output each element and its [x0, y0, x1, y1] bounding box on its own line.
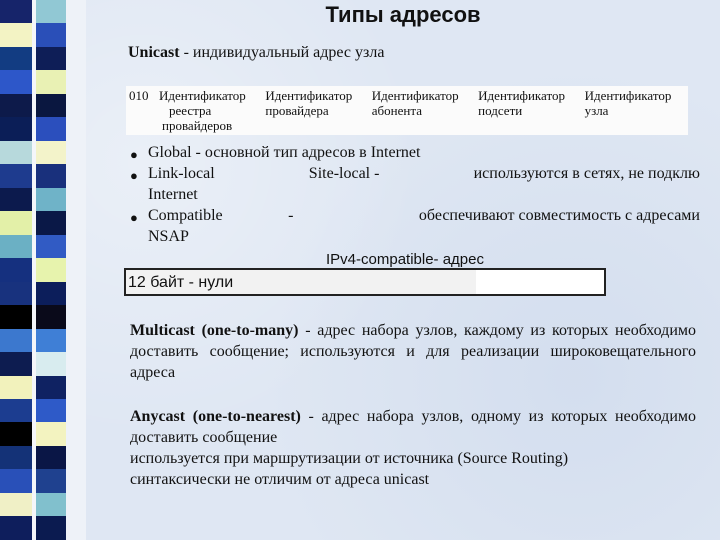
address-type-list: [130, 142, 700, 247]
stripe-block: [36, 164, 66, 187]
stripe-block: [0, 493, 32, 516]
stripe-block: [0, 352, 32, 375]
slide-title: Типы адресов: [325, 2, 481, 27]
stripe-block: [36, 94, 66, 117]
stripe-block: [0, 329, 32, 352]
stripe-block: [36, 117, 66, 140]
list-item-text: -: [288, 207, 294, 224]
field-line: Идентификатор: [584, 88, 672, 103]
prefix-cell: 010: [129, 88, 149, 103]
table-row: [126, 86, 688, 135]
list-item-text: Compatible: [148, 207, 223, 224]
field-cell-subscriber: [369, 86, 475, 135]
stripe-block: [0, 376, 32, 399]
stripe-block: [36, 141, 66, 164]
unicast-term: Unicast: [128, 44, 180, 61]
stripe-block: [36, 376, 66, 399]
field-line: Идентификатор: [159, 88, 246, 103]
stripe-block: [36, 235, 66, 258]
stripe-block: [36, 23, 66, 46]
stripe-block: [36, 211, 66, 234]
stripe-edge: [66, 0, 86, 540]
stripe-block: [36, 516, 66, 539]
list-item: [130, 142, 700, 163]
stripe-block: [0, 141, 32, 164]
stripe-block: [36, 0, 66, 23]
stripe-block: [0, 94, 32, 117]
multicast-term: Multicast (one-to-many): [130, 322, 299, 339]
field-line: провайдеров: [162, 118, 233, 133]
anycast-desc: - адрес набора узлов, одному из которых необходимо доставить сообщение: [130, 408, 697, 446]
stripe-block: [0, 422, 32, 445]
unicast-heading: [128, 44, 384, 62]
stripe-block: [36, 352, 66, 375]
stripe-block: [36, 70, 66, 93]
field-line: узла: [584, 103, 609, 118]
list-item-text: Site-local -: [308, 165, 380, 182]
list-item-text: обеспечивают совместимость с адресами: [418, 207, 700, 224]
field-cell-registry: [156, 86, 262, 135]
anycast-paragraph: [130, 406, 696, 490]
stripe-block: [0, 117, 32, 140]
list-item-continuation: Internet: [148, 186, 198, 203]
field-cell-subnet: [475, 86, 581, 135]
stripe-block: [36, 305, 66, 328]
stripe-block: [0, 211, 32, 234]
field-line: абонента: [371, 103, 422, 118]
stripe-column-right: [36, 0, 66, 540]
ipv4-label: IPv4-compatible- адрес: [326, 251, 484, 268]
bullet-icon: ●: [130, 210, 138, 225]
ipv4-address-box: [124, 268, 606, 296]
stripe-block: [36, 422, 66, 445]
stripe-block: [36, 282, 66, 305]
decorative-stripe: [0, 0, 86, 540]
bullet-icon: ●: [130, 147, 138, 162]
field-line: Идентификатор: [265, 88, 353, 103]
stripe-block: [0, 164, 32, 187]
field-line: Идентификатор: [371, 88, 459, 103]
stripe-block: [0, 282, 32, 305]
field-cell-node: [582, 86, 688, 135]
field-cell-provider: [262, 86, 368, 135]
bullet-icon: ●: [130, 168, 138, 183]
unicast-desc: - индивидуальный адрес узла: [179, 44, 385, 61]
stripe-block: [36, 493, 66, 516]
field-line: Идентификатор: [478, 88, 565, 103]
stripe-block: [0, 0, 32, 23]
stripe-block: [0, 235, 32, 258]
multicast-desc: - адрес набора узлов, каждому из которых необходимо доставить сообщение; используются и для реализации широковещательного адреса: [130, 322, 697, 381]
stripe-block: [0, 188, 32, 211]
list-item-continuation: NSAP: [148, 228, 189, 245]
stripe-block: [36, 469, 66, 492]
address-structure-table: [126, 86, 688, 135]
list-item: [130, 163, 700, 184]
stripe-block: [0, 516, 32, 539]
stripe-block: [0, 305, 32, 328]
field-line: провайдера: [265, 103, 329, 118]
list-item: [130, 205, 700, 226]
list-item-text: Global - основной тип адресов в Internet: [148, 144, 421, 161]
anycast-term: Anycast (one-to-nearest): [130, 408, 301, 425]
stripe-block: [36, 399, 66, 422]
field-line: реестра: [169, 103, 212, 118]
stripe-block: [0, 469, 32, 492]
list-item-text: Link-local: [148, 165, 215, 182]
stripe-block: [0, 23, 32, 46]
anycast-line: используется при маршрутизации от источника (Source Routing): [130, 450, 569, 467]
stripe-block: [0, 47, 32, 70]
stripe-block: [0, 70, 32, 93]
ipv4-box-text: 12 байт - нули: [128, 274, 234, 291]
stripe-block: [0, 446, 32, 469]
stripe-block: [36, 188, 66, 211]
stripe-block: [36, 47, 66, 70]
stripe-block: [0, 399, 32, 422]
stripe-block: [36, 258, 66, 281]
stripe-block: [36, 329, 66, 352]
stripe-block: [0, 258, 32, 281]
list-item-text: используются в сетях, не подклю: [473, 165, 700, 182]
field-line: подсети: [478, 103, 523, 118]
multicast-paragraph: [130, 320, 696, 383]
stripe-block: [36, 446, 66, 469]
stripe-column-left: [0, 0, 32, 540]
anycast-line: синтаксически не отличим от адреса unicast: [130, 471, 430, 488]
